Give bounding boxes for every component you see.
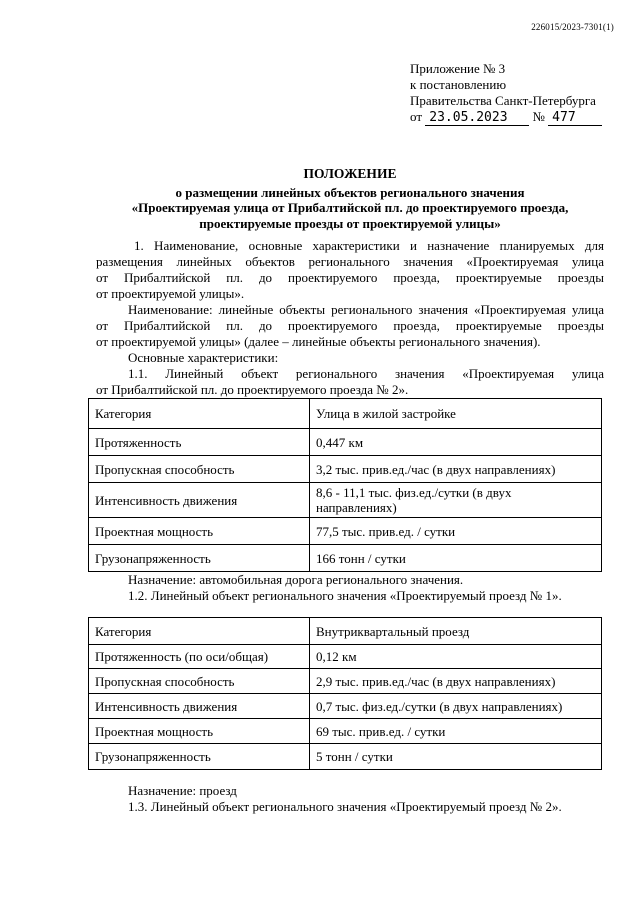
- p2-line-1: Наименование: линейные объекты регионального значения «Проектируемая улица: [128, 302, 604, 317]
- table-cell-key: Протяженность (по оси/общая): [89, 645, 310, 669]
- table-row: [89, 694, 602, 719]
- p2-line-2: от Прибалтийской пл. до проектируемого проезда, проектируемые проезды: [96, 318, 604, 333]
- p1-line-1: 1. Наименование, основные характеристики и назначение планируемых для: [134, 238, 604, 253]
- purpose-line-1: Назначение: автомобильная дорога регионального значения.: [128, 572, 464, 587]
- table-cell-value: 0,12 км: [310, 645, 602, 669]
- table-cell-key: Грузонапряженность: [89, 744, 310, 770]
- table-cell-value: 0,7 тыс. физ.ед./сутки (в двух направлениях): [310, 694, 602, 719]
- p3-line: Основные характеристики:: [128, 350, 279, 365]
- appendix-line-1: Приложение № 3: [410, 61, 506, 76]
- appendix-line-3: Правительства Санкт-Петербурга: [410, 93, 596, 108]
- table-cell-value: 8,6 - 11,1 тыс. физ.ед./сутки (в двух направлениях): [310, 483, 602, 518]
- table-cell-key: Категория: [89, 399, 310, 429]
- table-row: [89, 456, 602, 483]
- p4-line-2: от Прибалтийской пл. до проектируемого проезда № 2».: [96, 382, 409, 397]
- table-cell-key: Проектная мощность: [89, 719, 310, 744]
- table-cell-value: 0,447 км: [310, 429, 602, 456]
- table-row: [89, 744, 602, 770]
- table-cell-key: Интенсивность движения: [89, 694, 310, 719]
- section-1-3-line: 1.3. Линейный объект регионального значения «Проектируемый проезд № 2».: [128, 799, 562, 814]
- table-cell-value: 5 тонн / сутки: [310, 744, 602, 770]
- table-cell-key: Пропускная способность: [89, 456, 310, 483]
- table-row: [89, 399, 602, 429]
- p4-line-1: 1.1. Линейный объект регионального значения «Проектируемая улица: [128, 366, 604, 381]
- table-row: [89, 645, 602, 669]
- table-cell-key: Пропускная способность: [89, 669, 310, 694]
- title-sub-2: «Проектируемая улица от Прибалтийской пл. до проектируемого проезда,: [131, 200, 569, 216]
- p1-line-3: от Прибалтийской пл. до проектируемого проезда, проектируемые проезды: [96, 270, 604, 285]
- title-sub-1: о размещении линейных объектов регионального значения: [175, 184, 525, 200]
- table-row: [89, 429, 602, 456]
- number-label: №: [532, 109, 545, 124]
- purpose-line-2: Назначение: проезд: [128, 783, 237, 798]
- table-cell-value: 166 тонн / сутки: [310, 545, 602, 572]
- decree-number: 477: [548, 111, 602, 126]
- table-row: [89, 545, 602, 572]
- characteristics-table-2: [88, 617, 602, 770]
- from-label: от: [410, 109, 423, 124]
- table-row: [89, 719, 602, 744]
- appendix-date-row: [410, 109, 610, 126]
- table-cell-value: Улица в жилой застройке: [310, 399, 602, 429]
- table-cell-key: Категория: [89, 618, 310, 645]
- characteristics-table-1: [88, 398, 602, 572]
- document-code: 226015/2023-7301(1): [531, 22, 614, 32]
- document-title: [96, 166, 604, 231]
- table-cell-value: 3,2 тыс. прив.ед./час (в двух направлениях): [310, 456, 602, 483]
- table-row: [89, 669, 602, 694]
- p1-line-4: от проектируемой улицы».: [96, 286, 245, 301]
- body-text: [96, 238, 604, 398]
- section-1-2-line: 1.2. Линейный объект регионального значения «Проектируемый проезд № 1».: [128, 588, 562, 603]
- p2-line-3: от проектируемой улицы» (далее – линейные объекты регионального значения).: [96, 334, 541, 349]
- table-cell-key: Грузонапряженность: [89, 545, 310, 572]
- p1-line-2: размещения линейных объектов регионального значения «Проектируемая улица: [96, 254, 604, 269]
- decree-date: 23.05.2023: [425, 111, 529, 126]
- appendix-block: [410, 61, 610, 126]
- table-cell-value: 77,5 тыс. прив.ед. / сутки: [310, 518, 602, 545]
- table-cell-key: Проектная мощность: [89, 518, 310, 545]
- title-sub-3: проектируемые проезды от проектируемой улицы»: [199, 215, 501, 231]
- table-row: [89, 483, 602, 518]
- title-heading: ПОЛОЖЕНИЕ: [303, 166, 397, 181]
- section-1-3-text: [96, 783, 604, 815]
- table-cell-value: 69 тыс. прив.ед. / сутки: [310, 719, 602, 744]
- table-cell-key: Протяженность: [89, 429, 310, 456]
- table-cell-key: Интенсивность движения: [89, 483, 310, 518]
- section-1-2-text: [96, 572, 604, 604]
- table-cell-value: Внутриквартальный проезд: [310, 618, 602, 645]
- table-row: [89, 618, 602, 645]
- table-row: [89, 518, 602, 545]
- appendix-line-2: к постановлению: [410, 77, 507, 92]
- table-cell-value: 2,9 тыс. прив.ед./час (в двух направлениях): [310, 669, 602, 694]
